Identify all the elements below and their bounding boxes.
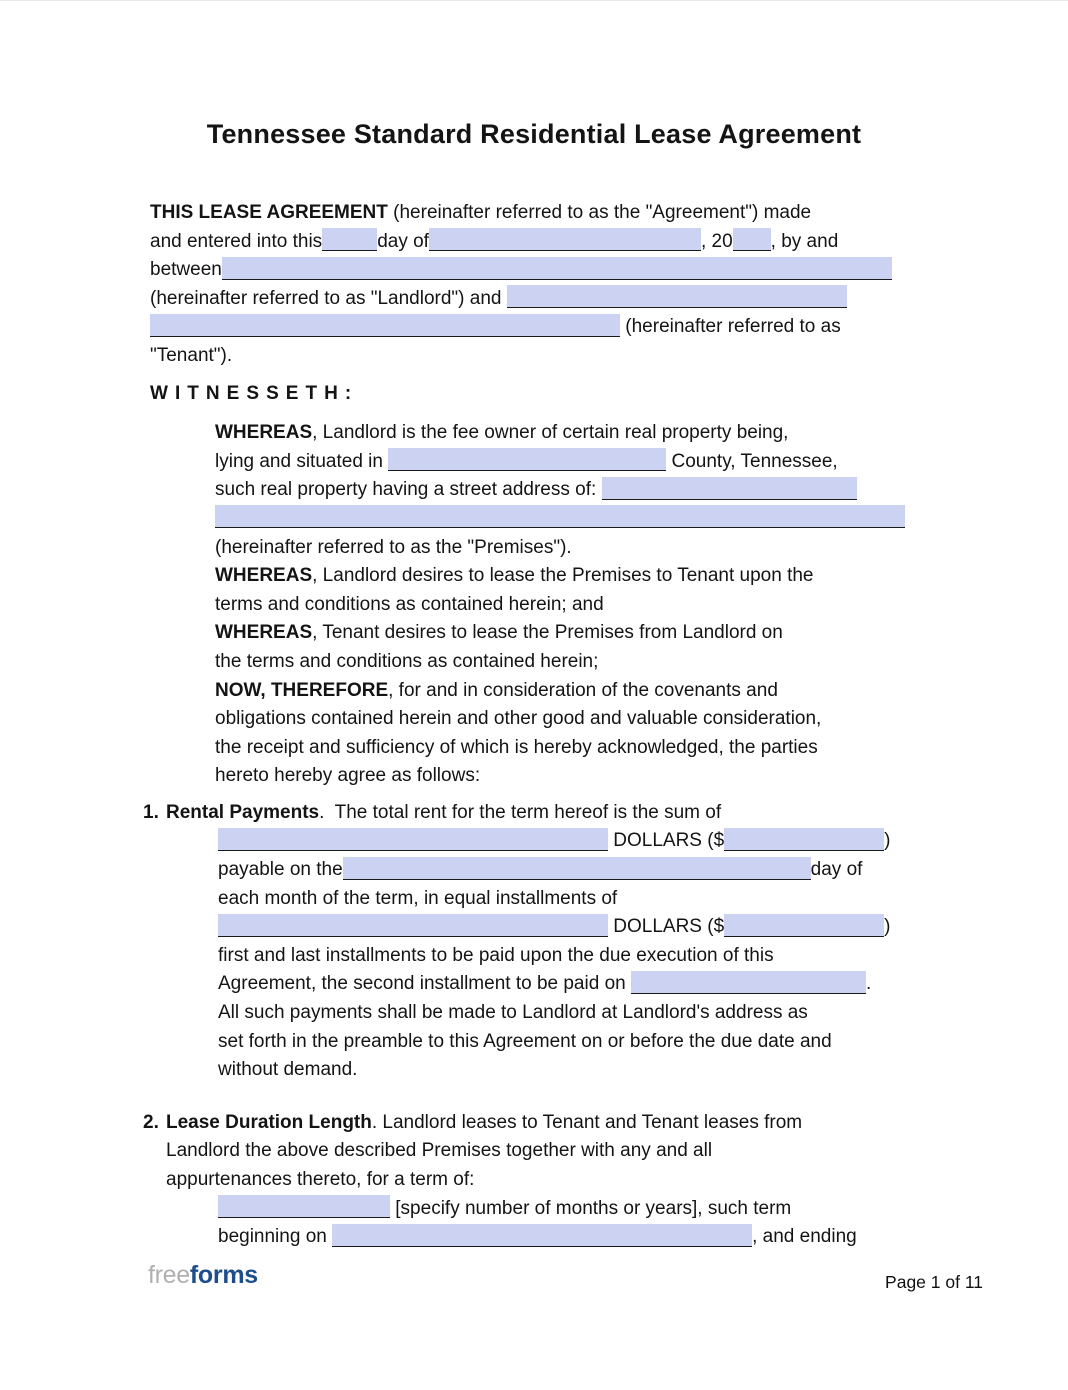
section-heading: WITNESSETH: bbox=[150, 382, 359, 404]
text-line bbox=[150, 313, 918, 342]
list-number: 1. bbox=[143, 801, 159, 823]
section-2-lease-duration bbox=[143, 1109, 918, 1252]
whereas-tenant-paragraph bbox=[150, 619, 918, 676]
text: ) bbox=[884, 830, 891, 852]
text-line bbox=[218, 885, 918, 914]
text: and entered into this bbox=[150, 230, 323, 252]
text-line bbox=[215, 448, 918, 477]
now-therefore-paragraph bbox=[150, 677, 918, 791]
text-line bbox=[215, 591, 918, 620]
text: such real property having a street address of: bbox=[215, 479, 602, 501]
whereas-landlord-paragraph bbox=[150, 562, 918, 619]
form-blank-field[interactable] bbox=[215, 505, 905, 528]
text-line bbox=[218, 827, 918, 856]
text-line bbox=[143, 1109, 918, 1138]
document-body bbox=[143, 199, 918, 1252]
text: the receipt and sufficiency of which is hereby acknowledged, the parties bbox=[215, 736, 818, 758]
text-line bbox=[218, 1223, 918, 1252]
text: , for and in consideration of the covenants and bbox=[388, 679, 778, 701]
text: [specify number of months or years], such term bbox=[390, 1197, 792, 1219]
text: lying and situated in bbox=[215, 450, 389, 472]
text: DOLLARS ($ bbox=[608, 830, 725, 852]
text: County, Tennessee, bbox=[666, 450, 838, 472]
bold-text: Lease Duration Length bbox=[166, 1111, 372, 1133]
whereas-property-paragraph bbox=[150, 419, 918, 562]
text: (hereinafter referred to as bbox=[620, 316, 841, 338]
text: terms and conditions as contained herein; and bbox=[215, 593, 604, 615]
bold-text: WHEREAS bbox=[215, 622, 313, 644]
text-line bbox=[143, 799, 918, 828]
text-line bbox=[150, 342, 918, 371]
text: . Landlord leases to Tenant and Tenant leases from bbox=[371, 1111, 803, 1133]
text: (hereinafter referred to as "Landlord") and bbox=[150, 287, 507, 309]
logo-text-forms: forms bbox=[189, 1261, 258, 1289]
text: day of bbox=[377, 230, 429, 252]
bold-text: WHEREAS bbox=[215, 565, 313, 587]
text-line bbox=[218, 999, 918, 1028]
text: DOLLARS ($ bbox=[608, 916, 725, 938]
text: beginning on bbox=[218, 1226, 333, 1248]
text-line bbox=[215, 419, 918, 448]
text-line bbox=[215, 562, 918, 591]
text-line bbox=[215, 705, 918, 734]
text-line bbox=[215, 534, 918, 563]
text: set forth in the preamble to this Agreement on or before the due date and bbox=[218, 1030, 832, 1052]
text: , Landlord is the fee owner of certain real property being, bbox=[312, 422, 789, 444]
text: between bbox=[150, 259, 222, 281]
text-line bbox=[215, 734, 918, 763]
text-line bbox=[215, 677, 918, 706]
form-blank-field[interactable] bbox=[507, 285, 847, 308]
text: , Tenant desires to lease the Premises from Landlord on bbox=[312, 622, 783, 644]
witnesseth-heading bbox=[150, 380, 918, 409]
text-line bbox=[215, 505, 918, 534]
text: , 20 bbox=[700, 230, 733, 252]
text: . The total rent for the term hereof is the sum of bbox=[319, 801, 722, 823]
text-line bbox=[215, 762, 918, 791]
freeforms-logo[interactable] bbox=[148, 1261, 258, 1290]
form-blank-field[interactable] bbox=[150, 314, 620, 337]
text-line bbox=[218, 913, 918, 942]
page-number-label: Page 1 of 11 bbox=[885, 1272, 983, 1292]
text: , and ending bbox=[752, 1226, 857, 1248]
text-line bbox=[215, 476, 918, 505]
list-number: 2. bbox=[143, 1111, 159, 1133]
text-line bbox=[218, 1028, 918, 1057]
form-blank-field[interactable] bbox=[218, 828, 608, 851]
text-line bbox=[215, 619, 918, 648]
form-blank-field[interactable] bbox=[388, 448, 666, 471]
text: , by and bbox=[770, 230, 839, 252]
form-blank-field[interactable] bbox=[332, 1224, 752, 1247]
form-blank-field[interactable] bbox=[218, 914, 608, 937]
text-line bbox=[166, 1166, 918, 1195]
text: obligations contained herein and other good and valuable consideration, bbox=[215, 708, 822, 730]
text-line bbox=[150, 199, 918, 228]
text: Landlord the above described Premises together with any and all bbox=[166, 1140, 713, 1162]
text-line bbox=[218, 942, 918, 971]
form-blank-field[interactable] bbox=[724, 914, 884, 937]
bold-text: WHEREAS bbox=[215, 422, 313, 444]
text-line bbox=[166, 1137, 918, 1166]
form-blank-field[interactable] bbox=[602, 477, 857, 500]
text-line bbox=[218, 1195, 918, 1224]
form-blank-field[interactable] bbox=[343, 857, 811, 880]
form-blank-field[interactable] bbox=[429, 228, 701, 251]
text-line bbox=[218, 856, 918, 885]
text: All such payments shall be made to Landlord at Landlord's address as bbox=[218, 1002, 808, 1024]
document-title: Tennessee Standard Residential Lease Agreement bbox=[206, 119, 862, 149]
form-blank-field[interactable] bbox=[631, 971, 866, 994]
form-blank-field[interactable] bbox=[218, 1195, 390, 1218]
text: (hereinafter referred to as the "Premises"). bbox=[215, 536, 572, 558]
text: each month of the term, in equal installments of bbox=[218, 887, 618, 909]
form-blank-field[interactable] bbox=[724, 828, 884, 851]
form-blank-field[interactable] bbox=[322, 228, 377, 251]
text: without demand. bbox=[218, 1059, 358, 1081]
text: ) bbox=[884, 916, 891, 938]
text-line bbox=[150, 256, 918, 285]
text: (hereinafter referred to as the "Agreement") made bbox=[387, 202, 812, 223]
text: appurtenances thereto, for a term of: bbox=[166, 1169, 475, 1190]
text-line bbox=[215, 648, 918, 677]
text: the terms and conditions as contained herein; bbox=[215, 650, 599, 672]
text: "Tenant"). bbox=[150, 344, 233, 366]
form-blank-field[interactable] bbox=[222, 257, 892, 280]
text-line bbox=[150, 380, 918, 409]
text-line bbox=[218, 1056, 918, 1085]
text: , Landlord desires to lease the Premises to Tenant upon the bbox=[312, 565, 814, 587]
preamble-paragraph bbox=[150, 199, 918, 371]
text: day of bbox=[810, 859, 863, 881]
text: hereto hereby agree as follows: bbox=[215, 765, 481, 787]
bold-text: NOW, THEREFORE bbox=[215, 679, 389, 701]
section-1-rental-payments bbox=[143, 799, 918, 1085]
text-line bbox=[150, 228, 918, 257]
logo-text-free: free bbox=[148, 1261, 190, 1289]
text: first and last installments to be paid upon the due execution of this bbox=[218, 944, 774, 966]
bold-text: Rental Payments bbox=[166, 801, 320, 823]
bold-text: THIS LEASE AGREEMENT bbox=[150, 202, 388, 223]
text-line bbox=[150, 285, 918, 314]
form-blank-field[interactable] bbox=[733, 228, 771, 251]
text: . bbox=[865, 973, 872, 995]
text-line bbox=[218, 970, 918, 999]
text: payable on the bbox=[218, 859, 343, 881]
text: Agreement, the second installment to be paid on bbox=[218, 973, 631, 995]
